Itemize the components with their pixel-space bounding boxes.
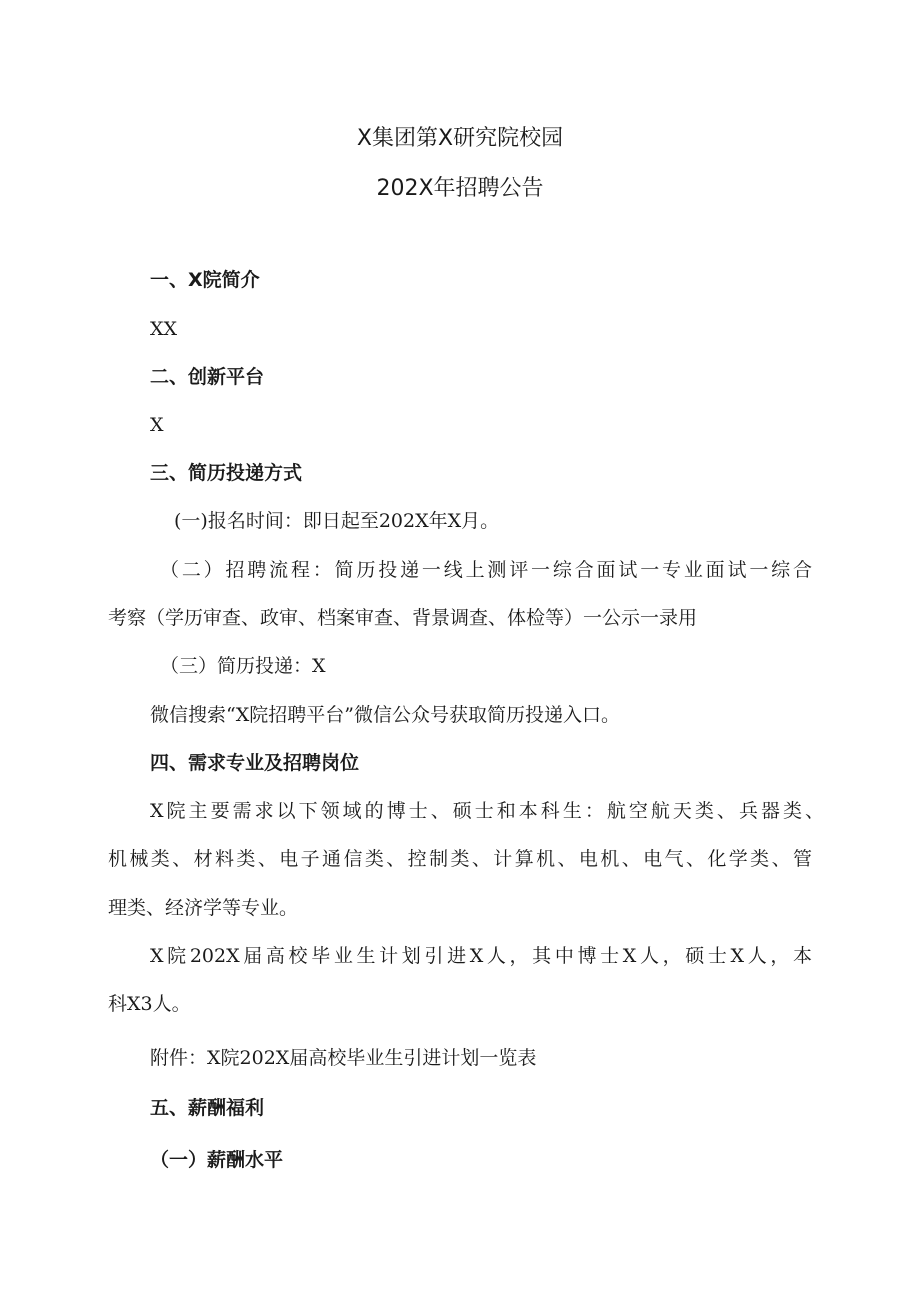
section-4-heading: 四、需求专业及招聘岗位 xyxy=(150,752,360,774)
section-4-para-2-line-1: X院202X届高校毕业生计划引进X人，其中博士X人，硕士X人，本 xyxy=(150,945,812,967)
section-3-item-2-line-2: 考察（学历审查、政审、档案审查、背景调查、体检等）一公示一录用 xyxy=(108,607,698,629)
section-3-item-3: （三）简历投递：X xyxy=(160,655,326,677)
section-3-heading: 三、简历投递方式 xyxy=(150,462,303,484)
section-4-para-1-line-1: X院主要需求以下领域的博士、硕士和本科生：航空航天类、兵器类、 xyxy=(150,800,824,822)
section-5-heading: 五、薪酬福利 xyxy=(150,1097,265,1119)
section-1-heading: 一、X院简介 xyxy=(150,269,260,291)
section-3-item-2-line-1: （二）招聘流程：简历投递一线上测评一综合面试一专业面试一综合 xyxy=(160,559,812,581)
section-3-wechat: 微信搜索“X院招聘平台”微信公众号获取简历投递入口。 xyxy=(150,704,620,726)
doc-title-line1: X集团第X研究院校园 xyxy=(356,126,564,151)
section-5-subheading-1: （一）薪酬水平 xyxy=(150,1149,284,1171)
section-4-para-2-line-2: 科X3人。 xyxy=(108,993,191,1015)
section-2-heading: 二、创新平台 xyxy=(150,366,265,388)
section-4-para-1-line-2: 机械类、材料类、电子通信类、控制类、计算机、电机、电气、化学类、管 xyxy=(108,848,812,870)
section-3-item-1: (一)报名时间：即日起至202X年X月。 xyxy=(174,510,500,532)
section-1-text: XX xyxy=(150,318,178,340)
section-4-attachment: 附件：X院202X届高校毕业生引进计划一览表 xyxy=(150,1047,537,1069)
section-2-text: X xyxy=(150,414,164,436)
section-4-para-1-line-3: 理类、经济学等专业。 xyxy=(108,897,299,919)
doc-title-line2: 202X年招聘公告 xyxy=(376,176,544,201)
